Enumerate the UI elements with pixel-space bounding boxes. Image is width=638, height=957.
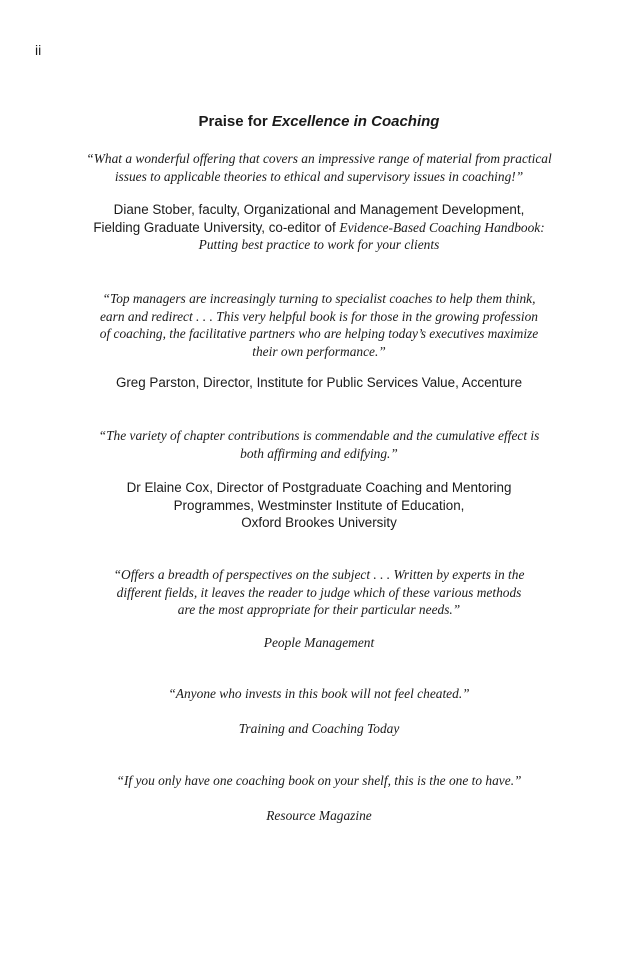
- attribution-line: [40, 219, 598, 237]
- page-title-prefix: Praise for: [198, 113, 272, 130]
- quote-line: “What a wonderful offering that covers an impressive range of material from practical: [86, 151, 552, 166]
- endorsement-1-quote: [40, 150, 598, 185]
- endorsement-3-attribution: [40, 479, 598, 532]
- quote-line: “If you only have one coaching book on your shelf, this is the one to have.”: [116, 773, 522, 788]
- endorsement-2-quote: [40, 290, 598, 360]
- attribution-line: Oxford Brookes University: [241, 515, 397, 530]
- endorsement-6-quote: [40, 772, 598, 790]
- endorsement-6-source: Resource Magazine: [266, 808, 372, 823]
- page-title: [0, 113, 638, 130]
- attribution-book-subtitle: Putting best practice to work for your clients: [198, 237, 440, 252]
- endorsement-4-source: People Management: [263, 635, 375, 650]
- page-number: ii: [35, 42, 42, 58]
- quote-line: are the most appropriate for their particular needs.”: [177, 602, 461, 617]
- quote-line: both affirming and edifying.”: [240, 445, 398, 461]
- attribution-line: Greg Parston, Director, Institute for Public Services Value, Accenture: [115, 375, 523, 390]
- endorsement-3-quote: [40, 427, 598, 462]
- quote-line: their own performance.”: [252, 343, 386, 359]
- quote-line: “Top managers are increasingly turning to specialist coaches to help them think,: [102, 291, 536, 306]
- endorsement-4-quote: [40, 566, 598, 619]
- endorsement-2-attribution: [40, 374, 598, 392]
- quote-line: of coaching, the facilitative partners who are helping today’s executives maximize: [99, 326, 539, 341]
- endorsement-5-source: Training and Coaching Today: [238, 721, 400, 736]
- endorsement-5-quote: [40, 685, 598, 703]
- attribution-line: Diane Stober, faculty, Organizational and Management Development,: [113, 202, 525, 217]
- quote-line: earn and redirect . . . This very helpful book is for those in the growing profession: [99, 308, 538, 324]
- quote-line: “The variety of chapter contributions is commendable and the cumulative effect is: [98, 428, 540, 443]
- endorsement-1-attribution: [40, 201, 598, 254]
- attribution-book-title: Evidence-Based Coaching Handbook:: [339, 219, 545, 235]
- quote-line: issues to applicable theories to ethical and supervisory issues in coaching!”: [114, 168, 524, 184]
- attribution-line: Programmes, Westminster Institute of Education,: [173, 497, 465, 513]
- quote-line: “Anyone who invests in this book will not feel cheated.”: [168, 686, 470, 701]
- page-title-book: Excellence in Coaching: [271, 113, 440, 130]
- quote-line: “Offers a breadth of perspectives on the subject . . . Written by experts in the: [113, 567, 525, 582]
- quote-line: different fields, it leaves the reader to judge which of these various methods: [116, 584, 522, 600]
- attribution-line: Dr Elaine Cox, Director of Postgraduate Coaching and Mentoring: [126, 480, 512, 495]
- attribution-text: Fielding Graduate University, co-editor of: [93, 219, 340, 235]
